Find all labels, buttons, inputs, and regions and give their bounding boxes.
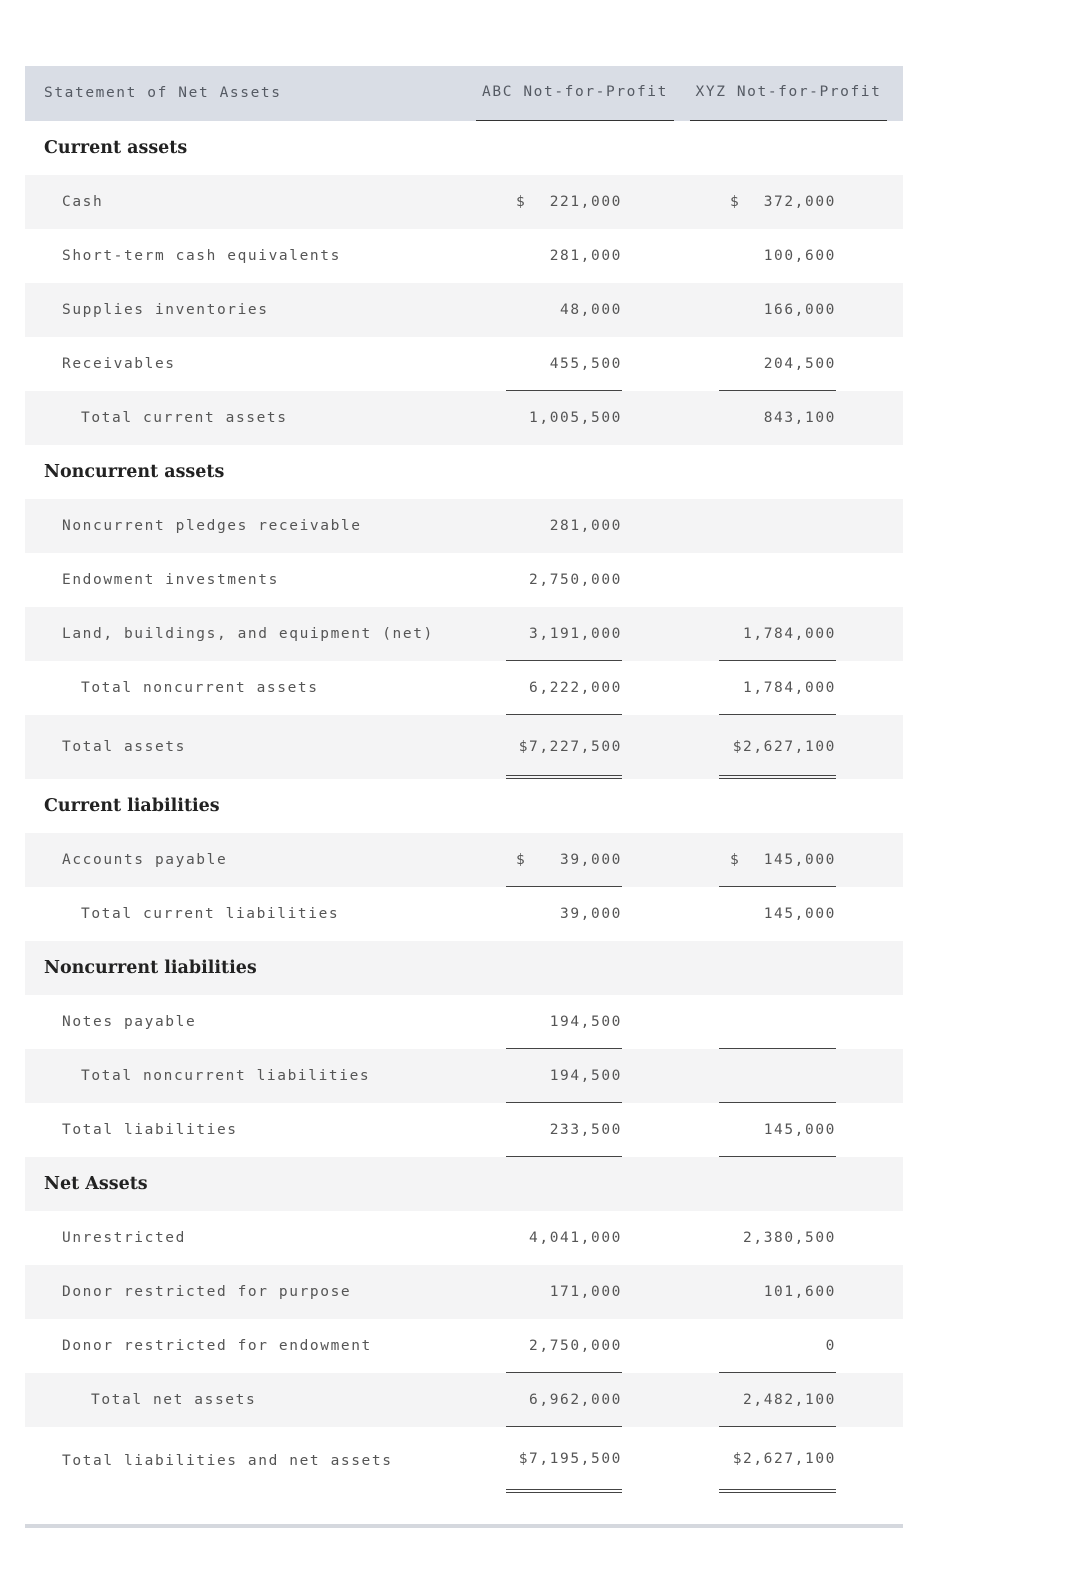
value-abc: 281,000: [549, 518, 622, 534]
section-heading-noncurrent-liabilities: Noncurrent liabilities: [44, 958, 257, 978]
row-label: Noncurrent pledges receivable: [62, 518, 362, 534]
value-abc: 2,750,000: [529, 1338, 622, 1354]
currency-symbol: $: [516, 852, 527, 868]
section-row: [25, 941, 903, 995]
table-row-short-term: [25, 229, 903, 283]
section-heading-current-assets: Current assets: [44, 138, 188, 158]
table-row-donor-purpose: [25, 1265, 903, 1319]
table-row-pledges: [25, 499, 903, 553]
section-row: [25, 779, 903, 833]
value-xyz: 145,000: [763, 1122, 836, 1138]
value-abc: 39,000: [560, 906, 622, 922]
section-row: [25, 1157, 903, 1211]
value-abc: 6,222,000: [529, 680, 622, 696]
row-label: Total assets: [62, 739, 186, 755]
row-label: Donor restricted for endowment: [62, 1338, 372, 1354]
value-abc: 194,500: [549, 1068, 622, 1084]
row-label: Short-term cash equivalents: [62, 248, 341, 264]
row-label: Total noncurrent assets: [81, 680, 319, 696]
table-row-total-assets: [25, 715, 903, 779]
table-row-total-liabilities-net-assets: [25, 1427, 903, 1495]
value-abc: 171,000: [549, 1284, 622, 1300]
value-abc: 233,500: [549, 1122, 622, 1138]
row-label: Unrestricted: [62, 1230, 186, 1246]
value-abc: 4,041,000: [529, 1230, 622, 1246]
value-abc: 281,000: [549, 248, 622, 264]
statement-title: Statement of Net Assets: [44, 85, 282, 101]
value-abc: 221,000: [549, 194, 622, 210]
value-abc: 455,500: [549, 356, 622, 372]
value-abc: 2,750,000: [529, 572, 622, 588]
column-header-xyz: XYZ Not-for-Profit: [695, 84, 882, 100]
table-row-total-current-liabilities: [25, 887, 903, 941]
value-abc: 6,962,000: [529, 1392, 622, 1408]
value-abc: 1,005,500: [529, 410, 622, 426]
row-label: Donor restricted for purpose: [62, 1284, 352, 1300]
table-row-total-current-assets: [25, 391, 903, 445]
row-label: Total liabilities: [62, 1122, 238, 1138]
value-xyz: 2,482,100: [743, 1392, 836, 1408]
table-row-receivables: [25, 337, 903, 391]
value-xyz: 100,600: [763, 248, 836, 264]
table-row-total-net-assets: [25, 1373, 903, 1427]
value-abc: 48,000: [560, 302, 622, 318]
row-label: Total net assets: [91, 1392, 257, 1408]
section-row: [25, 445, 903, 499]
grand-total-double-rule: [719, 1489, 836, 1493]
table-row-donor-endowment: [25, 1319, 903, 1373]
table-row-total-liabilities: [25, 1103, 903, 1157]
value-abc: 3,191,000: [529, 626, 622, 642]
section-heading-current-liabilities: Current liabilities: [44, 796, 220, 816]
column-header-abc: ABC Not-for-Profit: [482, 84, 668, 100]
value-xyz: 145,000: [763, 906, 836, 922]
table-row-land: [25, 607, 903, 661]
value-xyz: 843,100: [763, 410, 836, 426]
table-row-unrestricted: [25, 1211, 903, 1265]
value-abc: $7,227,500: [518, 739, 622, 755]
value-xyz: $2,627,100: [732, 1451, 836, 1467]
section-heading-net-assets: Net Assets: [44, 1174, 148, 1194]
table-row-supplies: [25, 283, 903, 337]
row-label: Total noncurrent liabilities: [81, 1068, 371, 1084]
table-row-total-noncurrent-liabilities: [25, 1049, 903, 1103]
value-abc: 194,500: [549, 1014, 622, 1030]
table-row-endowment: [25, 553, 903, 607]
value-xyz: 0: [825, 1338, 836, 1354]
row-label: Total current assets: [81, 410, 288, 426]
row-label: Land, buildings, and equipment (net): [62, 626, 434, 642]
value-abc: $7,195,500: [518, 1451, 622, 1467]
table-bottom-border: [25, 1524, 903, 1528]
row-label: Total current liabilities: [81, 906, 340, 922]
section-heading-noncurrent-assets: Noncurrent assets: [44, 462, 225, 482]
value-xyz: 145,000: [763, 852, 836, 868]
table-row-notes-payable: [25, 995, 903, 1049]
currency-symbol: $: [516, 194, 527, 210]
row-label: Supplies inventories: [62, 302, 269, 318]
row-label: Endowment investments: [62, 572, 279, 588]
table-row-accounts-payable: [25, 833, 903, 887]
value-xyz: 204,500: [763, 356, 836, 372]
table-row-cash: [25, 175, 903, 229]
table-header: [25, 66, 903, 121]
row-label: Notes payable: [62, 1014, 197, 1030]
value-xyz: 166,000: [763, 302, 836, 318]
statement-table: [25, 66, 903, 1495]
value-xyz: $2,627,100: [732, 739, 836, 755]
value-xyz: 1,784,000: [743, 680, 836, 696]
value-xyz: 1,784,000: [743, 626, 836, 642]
section-row: [25, 121, 903, 175]
currency-symbol: $: [730, 194, 741, 210]
row-label: Receivables: [62, 356, 176, 372]
grand-total-double-rule: [506, 1489, 622, 1493]
row-label: Total liabilities and net assets: [62, 1453, 393, 1469]
value-xyz: 2,380,500: [743, 1230, 836, 1246]
table-row-total-noncurrent-assets: [25, 661, 903, 715]
value-xyz: 372,000: [763, 194, 836, 210]
row-label: Cash: [62, 194, 104, 210]
row-label: Accounts payable: [62, 852, 228, 868]
currency-symbol: $: [730, 852, 741, 868]
value-abc: 39,000: [560, 852, 622, 868]
value-xyz: 101,600: [763, 1284, 836, 1300]
